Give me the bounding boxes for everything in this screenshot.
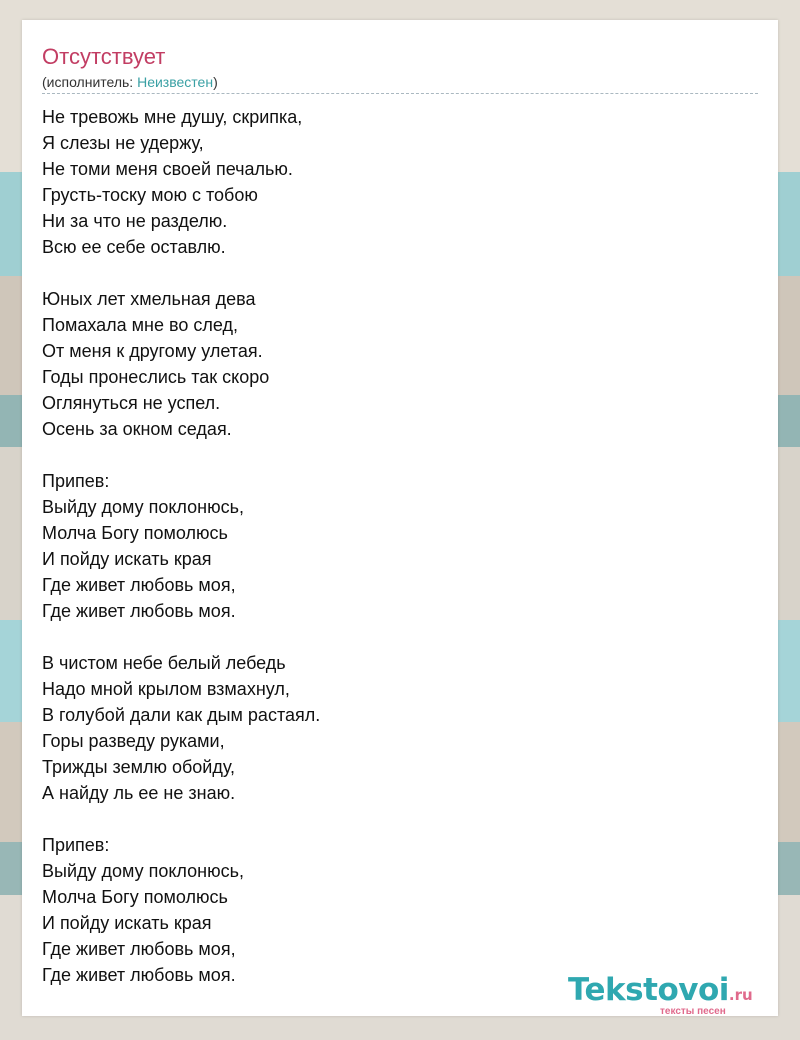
lyric-line: Надо мной крылом взмахнул, bbox=[42, 679, 290, 699]
stanza-break bbox=[42, 442, 742, 468]
lyric-line: Всю ее себе оставлю. bbox=[42, 237, 226, 257]
logo-domain-suffix: .ru bbox=[728, 986, 753, 1004]
stanza-break bbox=[42, 806, 742, 832]
lyric-line: Припев: bbox=[42, 835, 110, 855]
lyric-line: Выйду дому поклонюсь, bbox=[42, 497, 244, 517]
stanza-break bbox=[42, 624, 742, 650]
site-logo[interactable] bbox=[568, 972, 778, 1018]
song-title: Отсутствует bbox=[42, 44, 166, 69]
lyric-line: Выйду дому поклонюсь, bbox=[42, 861, 244, 881]
lyric-line: Осень за окном седая. bbox=[42, 419, 232, 439]
lyric-line: Оглянуться не успел. bbox=[42, 393, 221, 413]
lyric-line: Трижды землю обойду, bbox=[42, 757, 236, 777]
lyrics-card bbox=[22, 20, 778, 1016]
logo-subtitle: тексты песен bbox=[660, 1006, 726, 1017]
lyric-line: Грусть-тоску мою с тобою bbox=[42, 185, 258, 205]
lyric-line: Годы пронеслись так скоро bbox=[42, 367, 270, 387]
lyric-line: В чистом небе белый лебедь bbox=[42, 653, 286, 673]
lyric-line: Я слезы не удержу, bbox=[42, 133, 204, 153]
lyric-line: Где живет любовь моя. bbox=[42, 601, 236, 621]
lyric-line: В голубой дали как дым растаял. bbox=[42, 705, 321, 725]
artist-link[interactable]: Неизвестен bbox=[137, 74, 214, 90]
lyric-line: И пойду искать края bbox=[42, 549, 212, 569]
lyric-line: Не томи меня своей печалью. bbox=[42, 159, 293, 179]
lyric-line: Молча Богу помолюсь bbox=[42, 887, 228, 907]
lyric-line: Где живет любовь моя. bbox=[42, 965, 236, 985]
lyric-line: А найду ль ее не знаю. bbox=[42, 783, 236, 803]
lyrics-body bbox=[42, 104, 742, 988]
lyric-line: Горы разведу руками, bbox=[42, 731, 225, 751]
lyric-line: Молча Богу помолюсь bbox=[42, 523, 228, 543]
lyric-line: Где живет любовь моя, bbox=[42, 575, 236, 595]
lyric-line: Юных лет хмельная дева bbox=[42, 289, 256, 309]
artist-line bbox=[42, 73, 218, 91]
lyric-line: От меня к другому улетая. bbox=[42, 341, 263, 361]
lyric-line: Где живет любовь моя, bbox=[42, 939, 236, 959]
lyric-line: Ни за что не разделю. bbox=[42, 211, 228, 231]
lyric-line: Припев: bbox=[42, 471, 110, 491]
lyric-line: Помахала мне во след, bbox=[42, 315, 238, 335]
divider bbox=[42, 93, 758, 94]
lyric-line: И пойду искать края bbox=[42, 913, 212, 933]
artist-prefix: (исполнитель: bbox=[42, 74, 138, 90]
lyric-line: Не тревожь мне душу, скрипка, bbox=[42, 107, 303, 127]
artist-suffix: ) bbox=[213, 74, 218, 90]
logo-main-text: Tekstovoi bbox=[568, 972, 729, 1008]
stanza-break bbox=[42, 260, 742, 286]
